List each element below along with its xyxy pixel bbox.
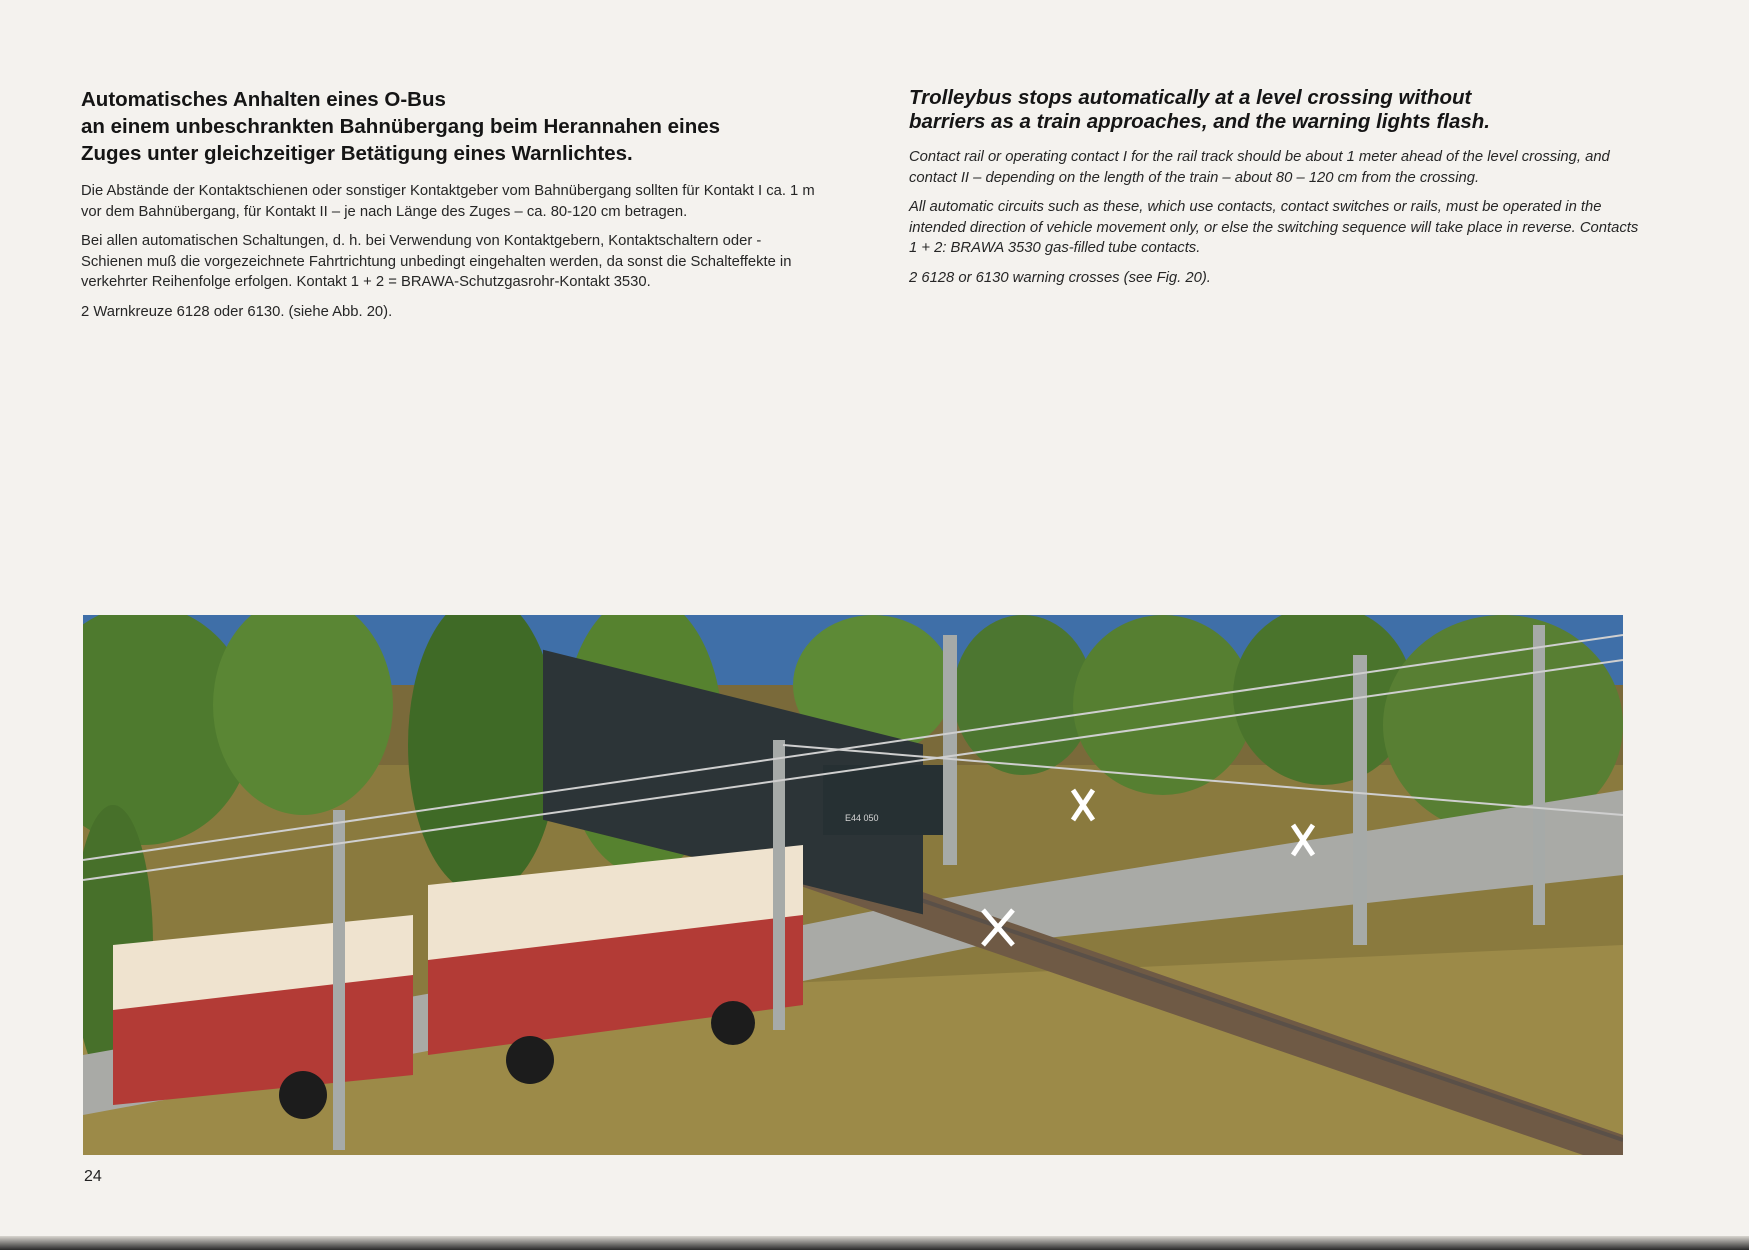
page-number: 24 xyxy=(84,1168,102,1185)
english-paragraph-warning-crosses: 2 6128 or 6130 warning crosses (see Fig. 20). xyxy=(909,269,1211,286)
english-heading-line-1: Trolleybus stops automatically at a level crossing without xyxy=(909,86,1472,109)
german-heading-line-1: Automatisches Anhalten eines O-Bus xyxy=(81,88,446,111)
german-heading xyxy=(81,86,816,167)
german-column xyxy=(81,86,816,331)
model-railway-scene xyxy=(83,615,1623,1155)
model-railway-photo xyxy=(83,615,1623,1155)
english-column xyxy=(909,86,1649,297)
english-paragraph-direction: All automatic circuits such as these, which use contacts, contact switches or rails, must be operated in the intended direction of vehicle movement only, or else the switching sequence will take place in reverse. Contacts 1 + 2: BRAWA 3530 gas-filled tube contacts. xyxy=(909,199,1639,256)
german-paragraph-direction: Bei allen automatischen Schaltungen, d. h. bei Verwendung von Kontaktgebern, Kontaktschaltern oder -Schienen muß die vorgezeichnete Fahrtrichtung unbedingt eingehalten werden, da sonst die Schalteffekte in verkehrter Reihenfolge erfolgen. Kontakt 1 + 2 = BRAWA-Schutzgasrohr-Kontakt 3530. xyxy=(81,233,792,290)
scan-edge-shadow xyxy=(0,1236,1749,1250)
english-heading-line-2: barriers as a train approaches, and the warning lights flash. xyxy=(909,110,1490,133)
locomotive-number: E44 050 xyxy=(845,813,879,823)
german-heading-line-2: an einem unbeschrankten Bahnübergang beim Herannahen eines xyxy=(81,115,721,138)
german-paragraph-warning-crosses: 2 Warnkreuze 6128 oder 6130. (siehe Abb. 20). xyxy=(81,303,393,320)
english-paragraph-distances: Contact rail or operating contact I for the rail track should be about 1 meter ahead of the level crossing, and contact II – depending on the length of the train – about 80 – 120 cm from the crossing. xyxy=(909,149,1610,186)
german-heading-line-3: Zuges unter gleichzeitiger Betätigung eines Warnlichtes. xyxy=(81,142,633,165)
english-heading xyxy=(909,86,1649,134)
german-paragraph-distances: Die Abstände der Kontaktschienen oder sonstiger Kontaktgeber vom Bahnübergang sollten für Kontakt I ca. 1 m vor dem Bahnübergang, für Kontakt II – je nach Länge des Zuges – ca. 80-120 cm betragen. xyxy=(81,183,815,220)
